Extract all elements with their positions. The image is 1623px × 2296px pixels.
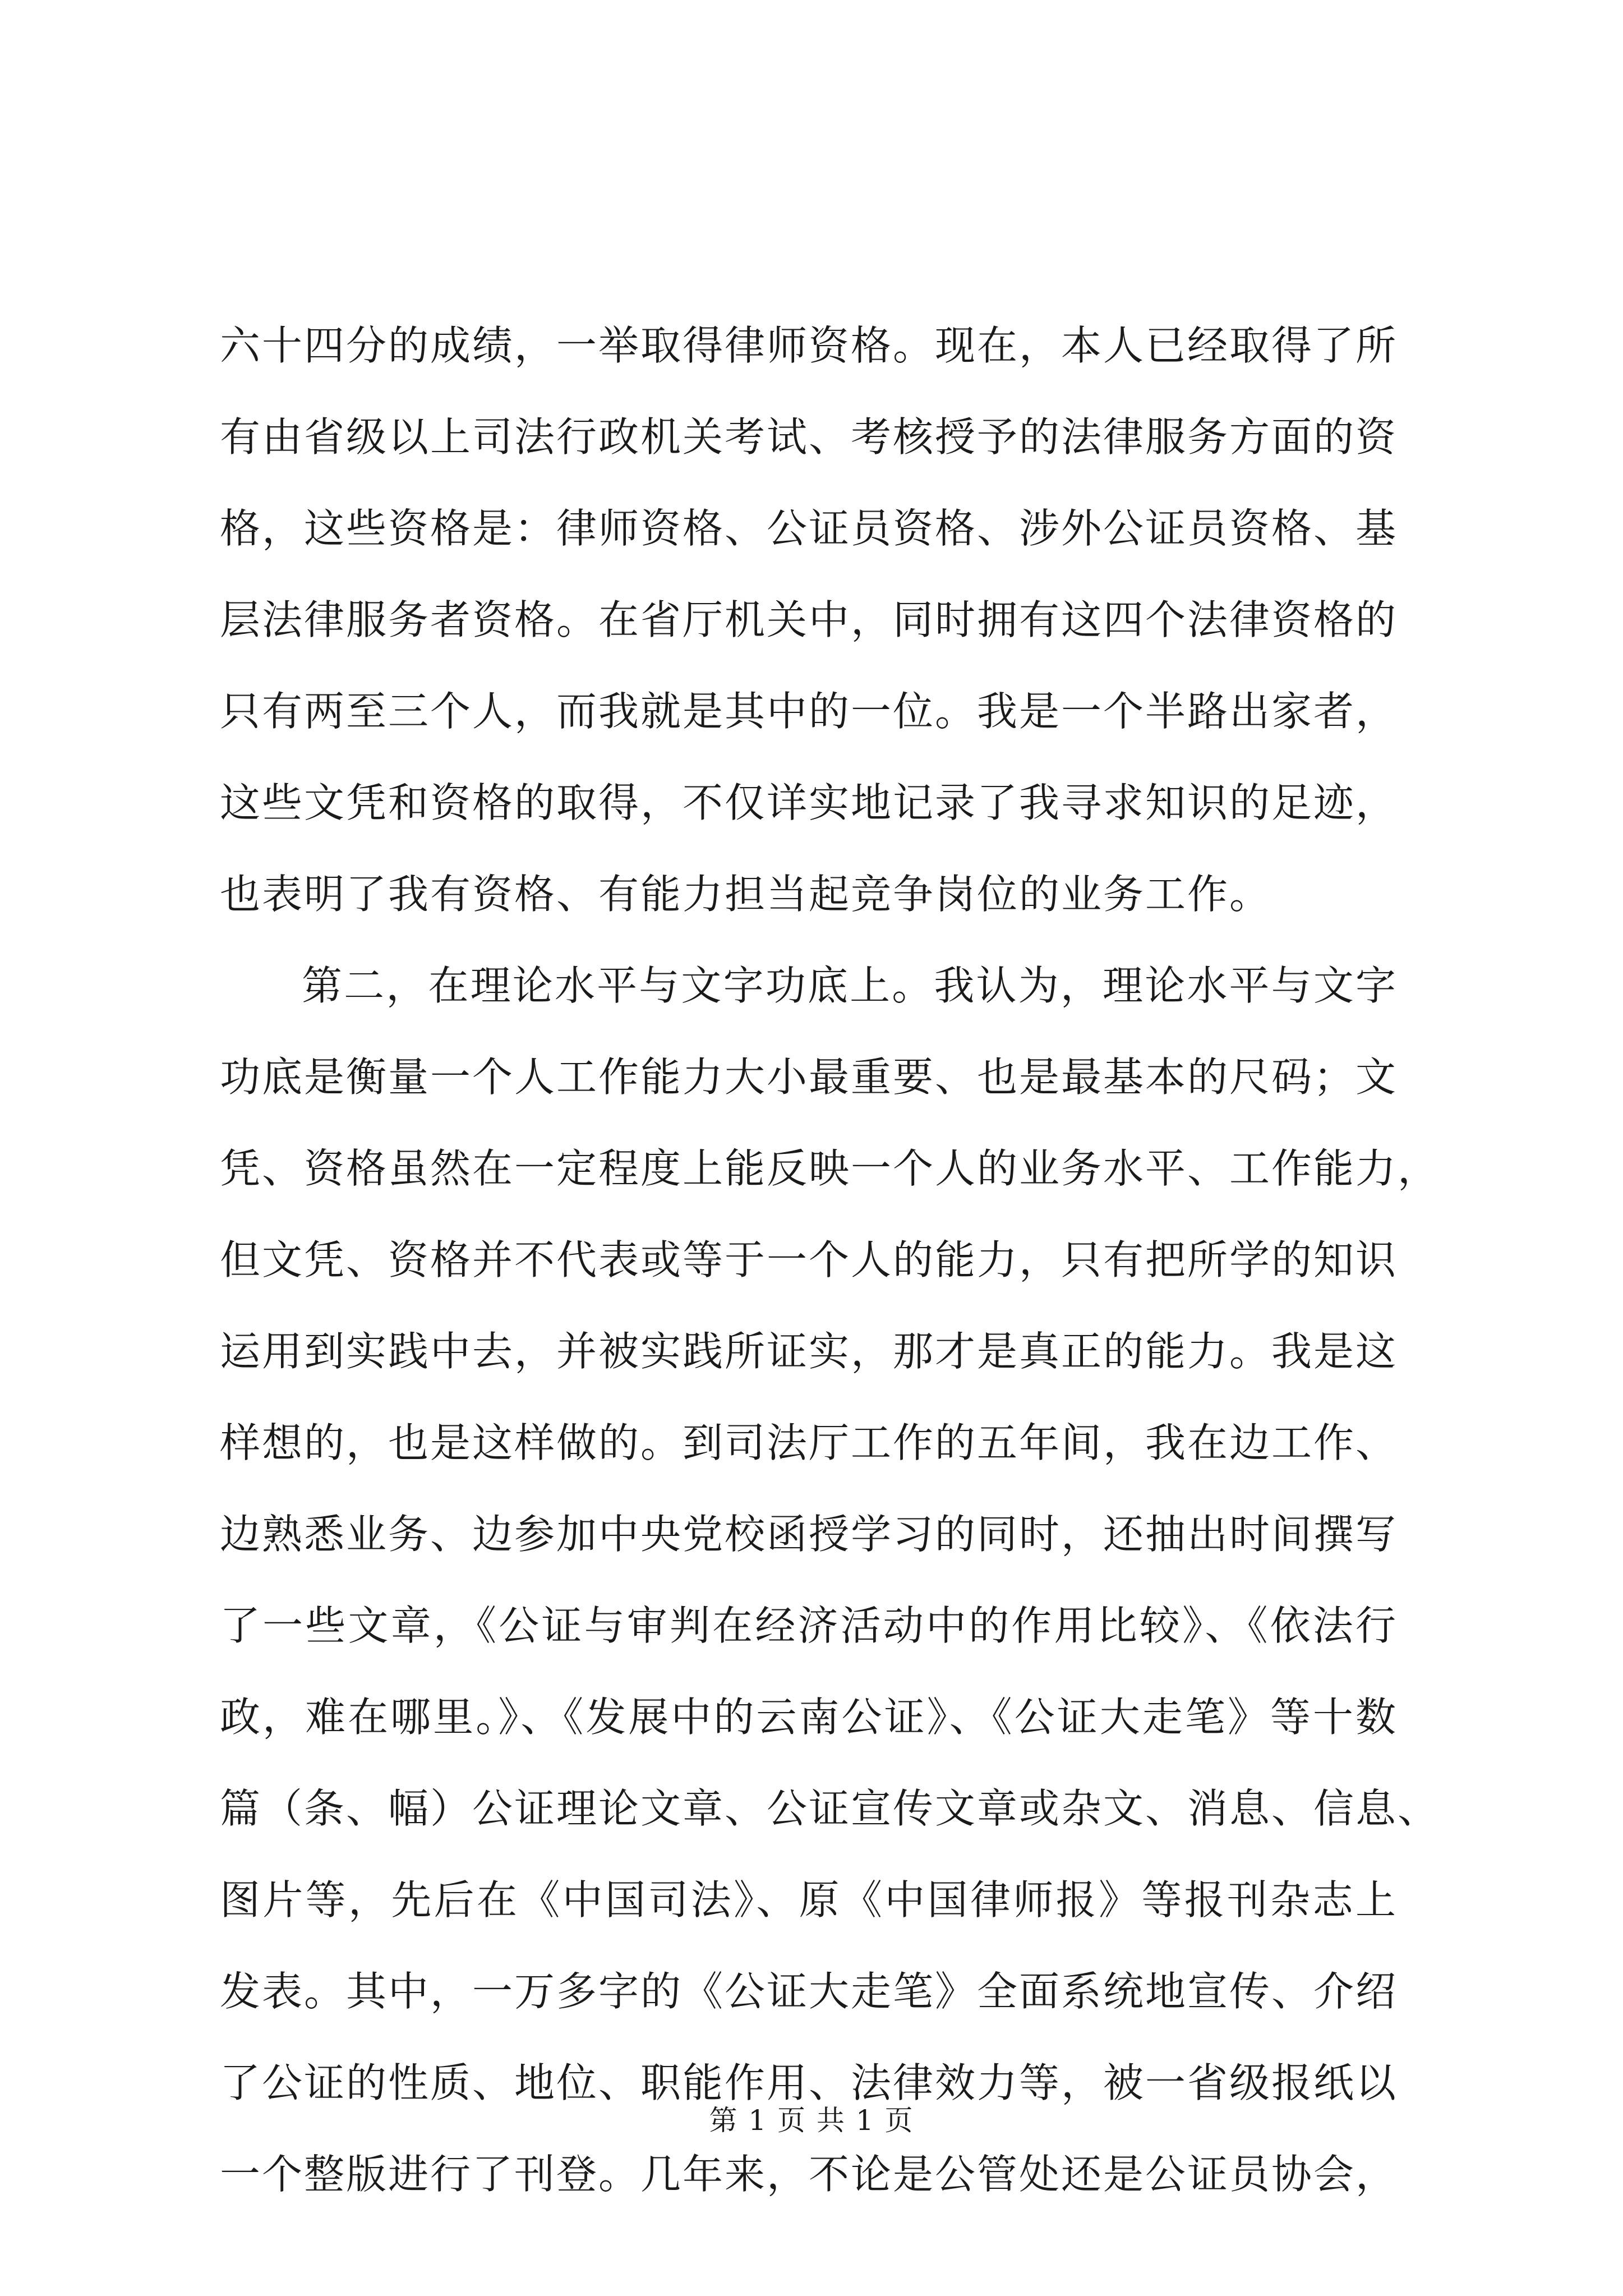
paragraph-first-line: 第二，在理论水平与文字功底上。我认为，理论水平与文字	[302, 962, 1398, 1009]
text-line: 只有两至三个人，而我就是其中的一位。我是一个半路出家者，	[220, 688, 1398, 735]
text-line: 这些文凭和资格的取得，不仅详实地记录了我寻求知识的足迹，	[220, 779, 1398, 826]
text-line: 样想的，也是这样做的。到司法厅工作的五年间，我在边工作、	[220, 1419, 1398, 1466]
text-line: 但文凭、资格并不代表或等于一个人的能力，只有把所学的知识	[220, 1236, 1398, 1283]
text-line: 发表。其中，一万多字的《公证大走笔》全面系统地宣传、介绍	[220, 1968, 1398, 2015]
text-line: 了公证的性质、地位、职能作用、法律效力等，被一省级报纸以	[220, 2059, 1398, 2106]
text-line: 图片等，先后在《中国司法》、原《中国律师报》等报刊杂志上	[220, 1876, 1398, 1924]
text-line: 政，难在哪里。》、《发展中的云南公证》、《公证大走笔》等十数	[220, 1694, 1398, 1741]
text-line: 也表明了我有资格、有能力担当起竞争岗位的业务工作。	[220, 871, 1272, 918]
text-line: 篇（条、幅）公证理论文章、公证宣传文章或杂文、消息、信息、	[220, 1785, 1440, 1832]
text-line: 运用到实践中去，并被实践所证实，那才是真正的能力。我是这	[220, 1328, 1398, 1375]
text-line: 格，这些资格是：律师资格、公证员资格、涉外公证员资格、基	[220, 505, 1398, 552]
text-line: 层法律服务者资格。在省厅机关中，同时拥有这四个法律资格的	[220, 596, 1398, 643]
text-line: 边熟悉业务、边参加中央党校函授学习的同时，还抽出时间撰写	[220, 1511, 1398, 1558]
text-line: 有由省级以上司法行政机关考试、考核授予的法律服务方面的资	[220, 413, 1398, 461]
text-line: 了一些文章，《公证与审判在经济活动中的作用比较》、《依法行	[220, 1602, 1398, 1649]
text-line: 一个整版进行了刊登。几年来，不论是公管处还是公证员协会，	[220, 2151, 1398, 2198]
text-line: 六十四分的成绩，一举取得律师资格。现在，本人已经取得了所	[220, 322, 1398, 369]
document-body	[220, 300, 1440, 2220]
text-line: 凭、资格虽然在一定程度上能反映一个人的业务水平、工作能力，	[220, 1145, 1440, 1192]
text-line: 功底是衡量一个人工作能力大小最重要、也是最基本的尺码；文	[220, 1053, 1398, 1101]
page-number-footer: 第 1 页 共 1 页	[709, 2104, 914, 2137]
